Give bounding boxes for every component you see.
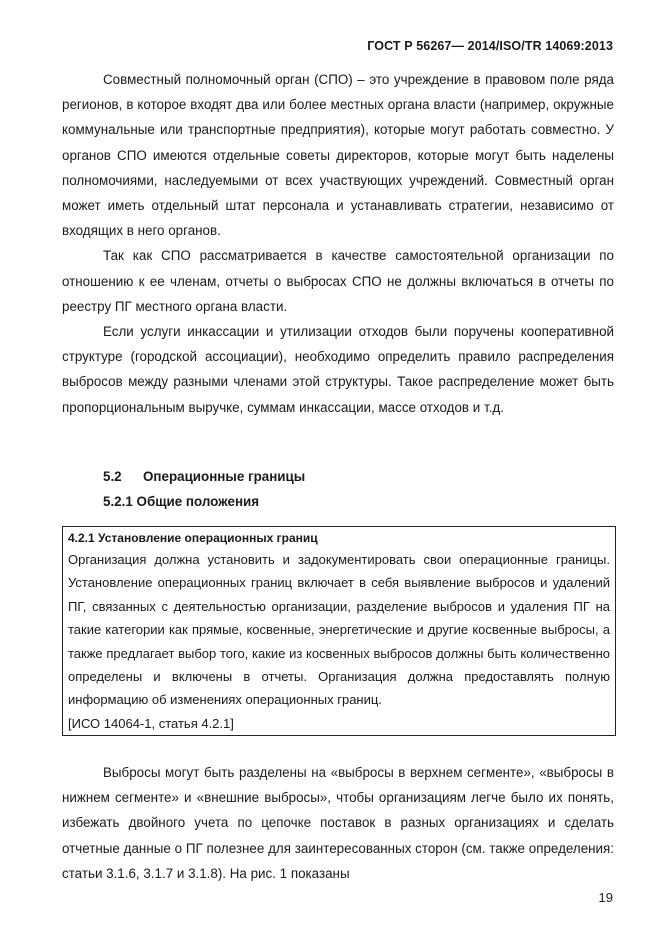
page-number: 19	[598, 890, 613, 905]
iso-quote-box	[62, 526, 616, 736]
paragraph-emission-segments: Выбросы могут быть разделены на «выбросы в верхнем сегменте», «выбросы в нижнем сегменте» и «внешние выбросы», чтобы организациям легче было их понять, избежать двойного учета по цепочке поставок в разных организациях и сделать отчетные данные о ПГ полезнее для заинтересованных сторон (см. также определения: статьи 3.1.6, 3.1.7 и 3.1.8). На рис. 1 показаны	[62, 765, 614, 881]
quote-reference: [ИСО 14064-1, статья 4.2.1]	[68, 715, 234, 731]
paragraph-waste-cooperative: Если услуги инкассации и утилизации отходов были поручены кооперативной структуре (городской ассоциации), необходимо определить правило распределения выбросов между разными членами этой структуры. Такое распределение может быть пропорциональным выручке, суммам инкассации, массе отходов и т.д.	[62, 324, 614, 415]
intro-text-block	[62, 67, 614, 420]
paragraph-joint-authority: Совместный полномочный орган (СПО) – это учреждение в правовом поле ряда регионов, в которое входят два или более местных органа власти (например, окружные коммунальные или транспортные предприятия), которые могут работать совместно. У органов СПО имеются отдельные советы директоров, которые могут быть наделены полномочиями, наследуемыми от всех участвующих учреждений. Совместный орган может иметь отдельный штат персонала и устанавливать стратегии, независимо от входящих в него органов.	[62, 72, 614, 239]
section-heading	[103, 469, 305, 484]
section-number: 5.2	[103, 469, 122, 484]
quote-title: 4.2.1 Установление операционных границ	[68, 531, 318, 545]
subsection-title: Общие положения	[136, 494, 260, 509]
quote-body: Организация должна установить и задокументировать свои операционные границы. Установление операционных границ включает в себя выявление выбросов и удалений ПГ, связанных с деятельностью организации, разделение выбросов и удаления ПГ на такие категории как прямые, косвенные, энергетические и другие косвенные выбросы, а также предлагает выбор того, какие из косвенных выбросов должны быть количественно определены и включены в отчеты. Организация должна предоставлять полную информацию об изменениях операционных границ.	[68, 552, 610, 708]
standard-header: ГОСТ Р 56267— 2014/ISO/TR 14069:2013	[367, 39, 613, 53]
subsection-heading	[103, 494, 259, 509]
subsection-number: 5.2.1	[103, 494, 133, 509]
section-title: Операционные границы	[143, 469, 306, 484]
paragraph-spo-membership: Так как СПО рассматривается в качестве самостоятельной организации по отношению к ее членам, отчеты о выбросах СПО не должны включаться в отчеты по реестру ПГ местного органа власти.	[62, 248, 614, 314]
closing-text-block	[62, 760, 614, 886]
